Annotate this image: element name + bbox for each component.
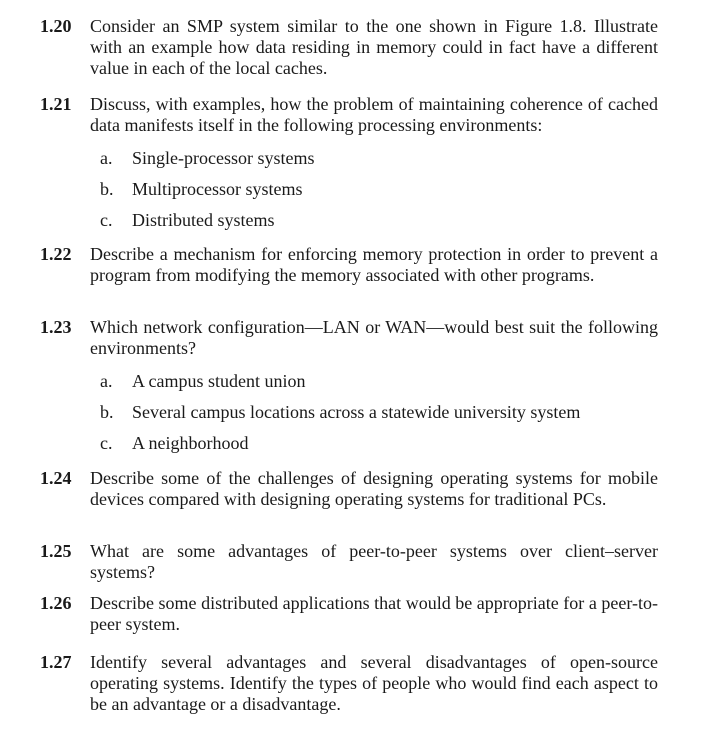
item-text: Distributed systems (132, 210, 275, 230)
list-item (0, 402, 708, 424)
item-letter: c. (100, 210, 113, 230)
exercise-number: 1.27 (40, 652, 72, 672)
exercise-text: Which network configuration—LAN or WAN—would best suit the following environments? (90, 317, 658, 358)
item-text: Multiprocessor systems (132, 179, 303, 199)
exercise-number: 1.23 (40, 317, 72, 337)
item-letter: c. (100, 433, 113, 453)
item-letter: b. (100, 402, 114, 422)
item-text: Several campus locations across a statewide university system (132, 402, 581, 422)
exercise-number: 1.20 (40, 16, 72, 36)
list-item (0, 210, 708, 232)
item-letter: a. (100, 148, 113, 168)
list-item (0, 433, 708, 455)
exercise-text: Describe a mechanism for enforcing memory protection in order to prevent a program from modifying the memory associated with other programs. (90, 244, 658, 285)
list-item (0, 371, 708, 393)
exercise-text: Identify several advantages and several disadvantages of open-source operating systems. Identify the types of people who would find each aspect to be an advantage or a disadvantage. (90, 652, 658, 714)
exercise-number: 1.25 (40, 541, 72, 561)
item-text: A neighborhood (132, 433, 249, 453)
exercise-number: 1.22 (40, 244, 72, 264)
exercise-number: 1.26 (40, 593, 72, 613)
item-letter: a. (100, 371, 113, 391)
item-text: Single-processor systems (132, 148, 315, 168)
item-letter: b. (100, 179, 114, 199)
list-item (0, 148, 708, 170)
exercise-number: 1.21 (40, 94, 72, 114)
list-item (0, 179, 708, 201)
exercise-text: Describe some distributed applications that would be appropriate for a peer-to-peer system. (90, 593, 658, 634)
exercise-text: Discuss, with examples, how the problem of maintaining coherence of cached data manifests itself in the following processing environments: (90, 94, 658, 135)
exercise-text: What are some advantages of peer-to-peer systems over client–server systems? (90, 541, 658, 582)
exercise-text: Consider an SMP system similar to the one shown in Figure 1.8. Illustrate with an example how data residing in memory could in fact have a different value in each of the local caches. (90, 16, 658, 78)
exercise-text: Describe some of the challenges of designing operating systems for mobile devices compared with designing operating systems for traditional PCs. (90, 468, 658, 509)
item-text: A campus student union (132, 371, 306, 391)
exercise-number: 1.24 (40, 468, 72, 488)
